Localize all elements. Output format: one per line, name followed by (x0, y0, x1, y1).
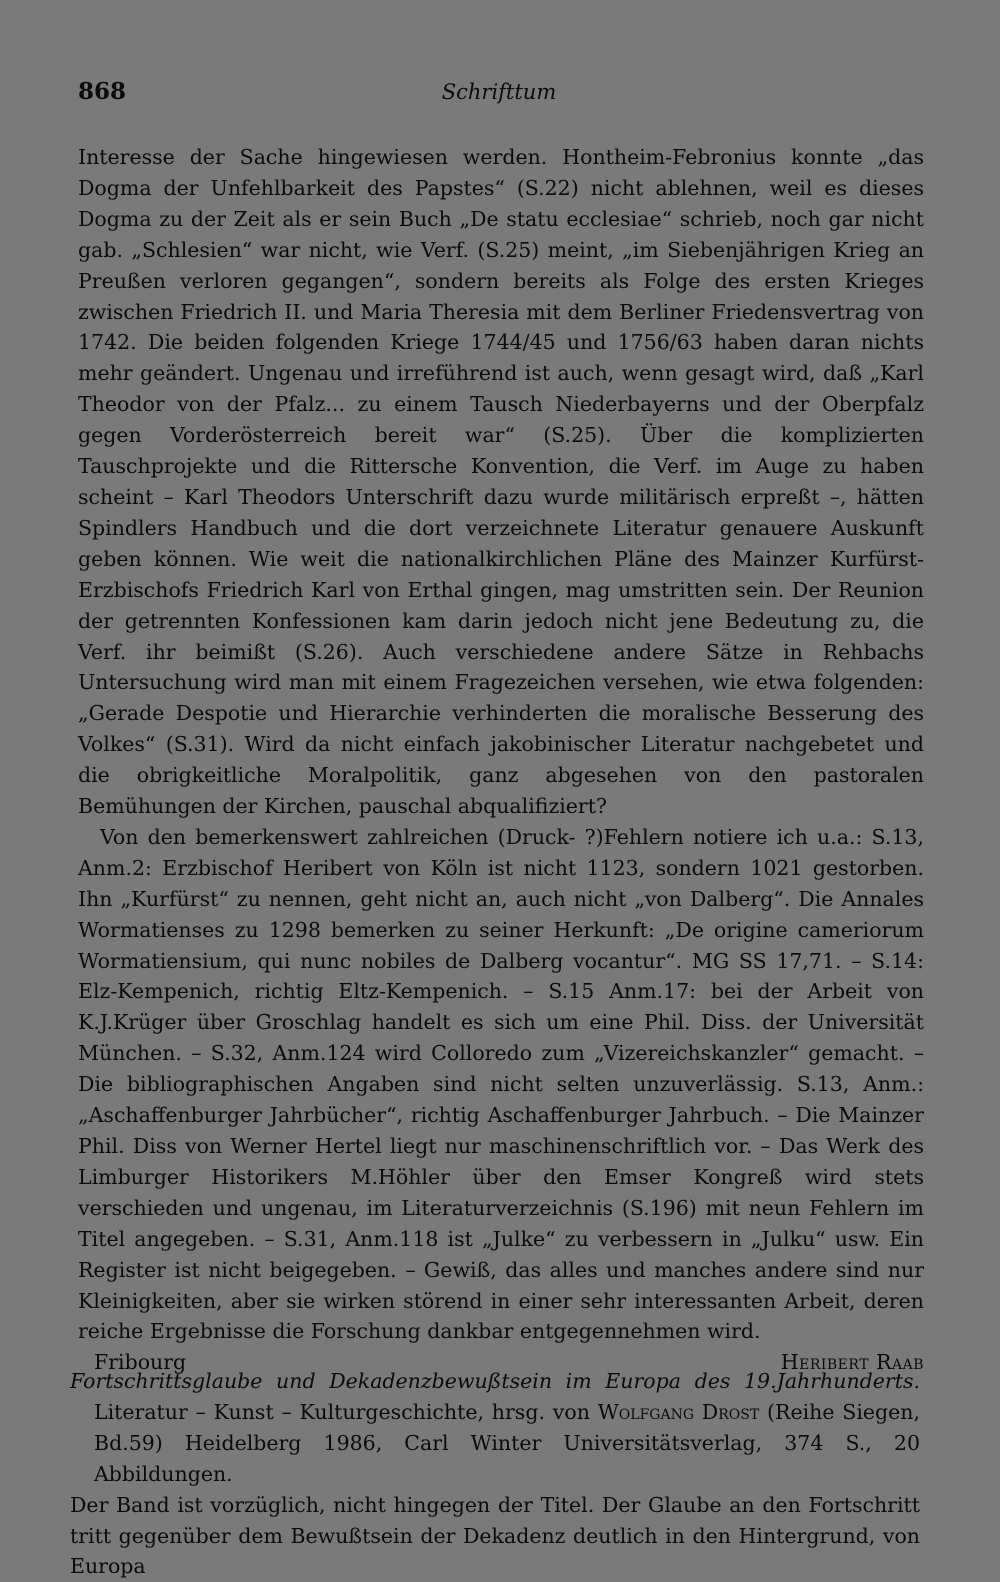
review-text: Der Band ist vorzüglich, nicht hingegen der Titel. Der Glaube an den Fortschritt tritt gegenüber dem Bewußtsein der Dekadenz deutlich in den Hintergrund, von Europa (70, 1492, 920, 1579)
signature-author: Heribert Raab (780, 1350, 924, 1375)
signature-place: Fribourg (94, 1350, 187, 1375)
citation-part-1: Literatur – Kunst – Kulturgeschichte, hrsg. von (94, 1399, 590, 1424)
next-review (70, 1366, 920, 1582)
running-title: Schrifttum (441, 80, 557, 104)
book-title: Fortschrittsglaube und Dekadenzbewußtsein im Europa des 19.Jahrhunderts. (70, 1369, 920, 1393)
editor-name: Wolfgang Drost (597, 1399, 760, 1424)
citation-part-2: (Reihe Siegen, Bd.59) Heidelberg 1986, Carl Winter Universitätsverlag, 374 S., 20 Abbildungen. (94, 1399, 920, 1486)
page-header (78, 78, 920, 112)
page-number: 868 (78, 78, 127, 105)
paragraph-1: Interesse der Sache hingewiesen werden. Hontheim-Febronius konnte „das Dogma der Unfehlbarkeit des Papstes“ (S.22) nicht ablehnen, weil es dieses Dogma zu der Zeit als er sein Buch „De statu ecclesiae“ schrieb, noch gar nicht gab. „Schlesien“ war nicht, wie Verf. (S.25) meint, „im Siebenjährigen Krieg an Preußen verloren gegangen“, sondern bereits als Folge des ersten Krieges zwischen Friedrich II. und Maria Theresia mit dem Berliner Friedensvertrag von 1742. Die beiden folgenden Kriege 1744/45 und 1756/63 haben daran nichts mehr geändert. Ungenau und irreführend ist auch, wenn gesagt wird, daß „Karl Theodor von der Pfalz... zu einem Tausch Niederbayerns und der Oberpfalz gegen Vorderösterreich bereit war“ (S.25). Über die komplizierten Tauschprojekte und die Rittersche Konvention, die Verf. im Auge zu haben scheint – Karl Theodors Unterschrift dazu wurde militärisch erpreßt –, hätten Spindlers Handbuch und die dort verzeichnete Literatur genauere Auskunft geben können. Wie weit die nationalkirchlichen Pläne des Mainzer Kurfürst-Erzbischofs Friedrich Karl von Erthal gingen, mag umstritten sein. Der Reunion der getrennten Konfessionen kam darin jedoch nicht jene Bedeutung zu, die Verf. ihr beimißt (S.26). Auch verschiedene andere Sätze in Rehbachs Untersuchung wird man mit einem Fragezeichen versehen, wie etwa folgenden: „Gerade Despotie und Hierarchie verhinderten die moralische Besserung des Volkes“ (S.31). Wird da nicht einfach jakobinischer Literatur nachgebetet und die obrigkeitliche Moralpolitik, ganz abgesehen von den pastoralen Bemühungen der Kirchen, pauschal abqualifiziert? (78, 145, 924, 819)
book-citation (70, 1366, 920, 1490)
paragraph-2: Von den bemerkenswert zahlreichen (Druck- ?)Fehlern notiere ich u.a.: S.13, Anm.2: Erzbischof Heribert von Köln ist nicht 1123, sondern 1021 gestorben. Ihn „Kurfürst“ zu nennen, geht nicht an, auch nicht „von Dalberg“. Die Annales Wormatienses zu 1298 bemerken zu seiner Herkunft: „De origine cameriorum Wormatiensium, qui nunc nobiles de Dalberg vocantur“. MG SS 17,71. – S.14: Elz-Kempenich, richtig Eltz-Kempenich. – S.15 Anm.17: bei der Arbeit von K.J.Krüger über Groschlag handelt es sich um eine Phil. Diss. der Universität München. – S.32, Anm.124 wird Colloredo zum „Vizereichskanzler“ gemacht. – Die bibliographischen Angaben sind nicht selten unzuverlässig. S.13, Anm.: „Aschaffenburger Jahrbücher“, richtig Aschaffenburger Jahrbuch. – Die Mainzer Phil. Diss von Werner Hertel liegt nur maschinenschriftlich vor. – Das Werk des Limburger Historikers M.Höhler über den Emser Kongreß wird stets verschieden und ungenau, im Literaturverzeichnis (S.196) mit neun Fehlern im Titel angegeben. – S.31, Anm.118 ist „Julke“ zu verbessern in „Julku“ usw. Ein Register ist nicht beigegeben. – Gewiß, das alles und manches andere sind nur Kleinigkeiten, aber sie wirken störend in einer sehr interessanten Arbeit, deren reiche Ergebnisse die Forschung dankbar entgegennehmen wird. (78, 824, 924, 1344)
review-body (78, 142, 924, 1378)
